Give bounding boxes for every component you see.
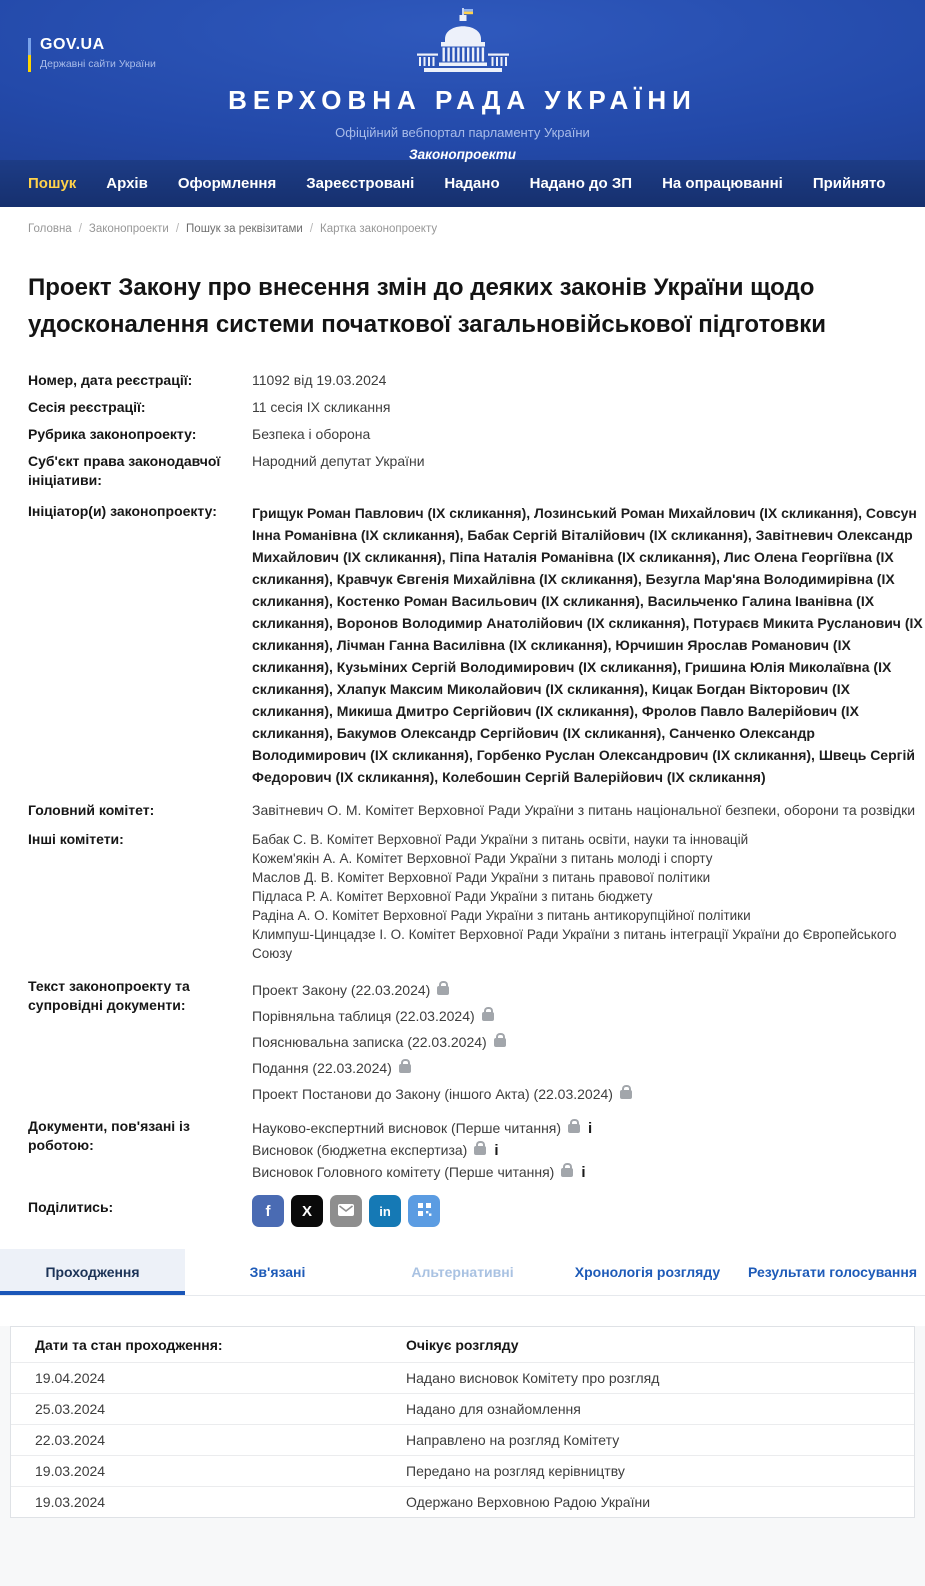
breadcrumb (0, 207, 925, 235)
share-email-button[interactable] (330, 1195, 362, 1227)
share-x-button[interactable]: X (291, 1195, 323, 1227)
lock-icon (399, 1064, 411, 1073)
session-label: Сесія реєстрації: (28, 399, 146, 415)
nav-item-zareiestrovani[interactable]: Зареєстровані (306, 175, 415, 192)
committee-item: Маслов Д. В. Комітет Верховної Ради України з питань правової політики (252, 870, 711, 885)
committee-item: Климпуш-Цинцадзе І. О. Комітет Верховної Ради України з питань інтеграції України до Європейського Союзу (252, 927, 897, 961)
committee-item: Підласа Р. А. Комітет Верховної Ради України з питань бюджету (252, 889, 653, 904)
document-link[interactable]: Подання (22.03.2024) (252, 1059, 392, 1076)
main-nav (0, 160, 925, 207)
table-row (11, 1486, 914, 1517)
breadcrumb-current: Картка законопроекту (320, 223, 438, 235)
row-status: Передано на розгляд керівництву (406, 1463, 625, 1479)
info-icon[interactable]: i (494, 1141, 499, 1159)
subject-label: Суб'єкт права законодавчої ініціативи: (28, 453, 221, 488)
main-committee-value: Завітневич О. М. Комітет Верховної Ради України з питань національної безпеки, оборони та розвідки (252, 802, 916, 818)
bill-tabs (0, 1249, 925, 1296)
session-value: 11 сесія IX скликання (252, 399, 391, 415)
nav-item-oformlennia[interactable]: Оформлення (177, 175, 277, 192)
breadcrumb-search[interactable]: Пошук за реквізитами (186, 223, 303, 235)
info-icon[interactable]: i (588, 1119, 593, 1137)
number-value: 11092 від 19.03.2024 (252, 372, 387, 388)
detail-row-initiators (28, 502, 925, 788)
initiators-label: Ініціатор(и) законопроекту: (28, 503, 217, 519)
table-row (11, 1455, 914, 1486)
detail-row-subject (28, 452, 925, 490)
share-facebook-button[interactable]: f (252, 1195, 284, 1227)
related-doc-link[interactable]: Висновок (бюджетна експертиза) (252, 1141, 468, 1158)
detail-row-other-committees (28, 830, 925, 963)
detail-row-main-committee (28, 801, 925, 820)
documents-label: Текст законопроекту та супровідні документи: (28, 978, 190, 1013)
lock-icon (474, 1146, 486, 1155)
detail-row-documents (28, 977, 925, 1107)
lock-icon (482, 1012, 494, 1021)
tab-rezultaty[interactable]: Результати голосування (747, 1264, 918, 1280)
row-status: Одержано Верховною Радою України (406, 1494, 651, 1510)
col-header-status: Очікує розгляду (406, 1337, 519, 1353)
main-committee-label: Головний комітет: (28, 802, 155, 818)
table-row (11, 1362, 914, 1393)
site-header (0, 0, 925, 160)
col-header-dates: Дати та стан проходження: (35, 1337, 223, 1353)
tab-prokhodzhennia[interactable]: Проходження (0, 1249, 185, 1295)
bill-details (28, 371, 925, 1183)
nav-item-arkhiv[interactable]: Архів (106, 175, 148, 192)
row-status: Надано висновок Комітету про розгляд (406, 1370, 660, 1386)
nav-item-na-opratsiuvanni[interactable]: На опрацюванні (662, 175, 783, 192)
share-qr-button[interactable] (408, 1195, 440, 1227)
number-label: Номер, дата реєстрації: (28, 372, 193, 388)
committee-item: Радіна А. О. Комітет Верховної Ради України з питань антикорупційної політики (252, 908, 751, 923)
subject-value: Народний депутат України (252, 453, 425, 469)
row-date: 22.03.2024 (35, 1432, 106, 1448)
related-docs-label: Документи, пов'язані із роботою: (28, 1118, 190, 1153)
initiators-value: Грищук Роман Павлович (IX скликання), Лозинський Роман Михайлович (IX скликання), Совсун Інна Романівна (IX скликання), Бабак Сергій Віталійович (IX скликання), Завітневич Олександр Михайлович (IX скликання), Піпа Наталія Романівна (IX скликання), Лис Олена Георгіївна (IX скликання), Кравчук Євгенія Михайлівна (IX скликання), Безугла Мар'яна Володимирівна (IX скликання), Костенко Роман Васильович (IX скликання), Васильченко Галина Іванівна (IX скликання), Воронов Володимир Анатолійович (IX скликання), Потураєв Микита Русланович (IX скликання), Лічман Ганна Василівна (IX скликання), Юрчишин Ярослав Романович (IX скликання), Кузьміних Сергій Володимирович (IX скликання), Гришина Юлія Миколаївна (IX скликання), Хлапук Максим Миколайович (IX скликання), Кицак Богдан Вікторович (IX скликання), Микиша Дмитро Сергійович (IX скликання), Фролов Павло Валерійович (IX скликання), Бакумов Олександр Сергійович (IX скликання), Санченко Олександр Володимирович (IX скликання), Горбенко Руслан Олександрович (IX скликання), Швець Сергій Федорович (IX скликання), Колебошин Сергій Валерійович (IX скликання) (252, 505, 923, 785)
site-subtitle: Офіційний вебпортал парламенту України (335, 125, 590, 140)
progress-table-header (11, 1327, 914, 1362)
envelope-icon (338, 1203, 354, 1220)
row-date: 19.04.2024 (35, 1370, 106, 1386)
detail-row-session (28, 398, 925, 417)
rubric-label: Рубрика законопроекту: (28, 426, 197, 442)
table-row (11, 1424, 914, 1455)
share-label: Поділитись: (28, 1199, 114, 1215)
committee-item: Бабак С. В. Комітет Верховної Ради України з питань освіти, науки та інновацій (252, 832, 749, 847)
page-title: Проект Закону про внесення змін до деяких законів України щодо удосконалення системи початкової загальновійськової підготовки (28, 274, 827, 338)
document-link[interactable]: Пояснювальна записка (22.03.2024) (252, 1033, 487, 1050)
detail-row-number (28, 371, 925, 390)
nav-item-nadano[interactable]: Надано (444, 175, 500, 192)
detail-row-related-docs (28, 1117, 925, 1183)
progress-section (0, 1326, 925, 1586)
tab-alternatyvni: Альтернативні (411, 1264, 514, 1280)
info-icon[interactable]: i (581, 1163, 586, 1181)
nav-item-pryiniato[interactable]: Прийнято (812, 175, 886, 192)
tab-zviazani[interactable]: Зв'язані (249, 1264, 306, 1280)
tab-khronolohiia[interactable]: Хронологія розгляду (574, 1264, 721, 1280)
row-date: 19.03.2024 (35, 1463, 106, 1479)
nav-item-poshuk[interactable]: Пошук (28, 175, 77, 192)
document-link[interactable]: Проект Постанови до Закону (іншого Акта) (22.03.2024) (252, 1085, 613, 1102)
govua-subtitle: Державні сайти України (40, 58, 156, 70)
parliament-building-icon (388, 61, 538, 78)
row-status: Надано для ознайомлення (406, 1401, 581, 1417)
site-title: ВЕРХОВНА РАДА УКРАЇНИ (228, 85, 697, 115)
breadcrumb-separator: / (175, 223, 180, 235)
committee-item: Кожем'якін А. А. Комітет Верховної Ради України з питань молоді і спорту (252, 851, 713, 866)
govua-title: GOV.UA (40, 36, 105, 53)
breadcrumb-separator: / (309, 223, 314, 235)
share-linkedin-button[interactable]: in (369, 1195, 401, 1227)
rubric-value: Безпека і оборона (252, 426, 371, 442)
row-status: Направлено на розгляд Комітету (406, 1432, 620, 1448)
breadcrumb-home[interactable]: Головна (28, 223, 72, 235)
progress-table (10, 1326, 915, 1518)
table-row (11, 1393, 914, 1424)
lock-icon (620, 1090, 632, 1099)
related-doc-link[interactable]: Висновок Головного комітету (Перше читання) (252, 1163, 555, 1180)
lock-icon (561, 1168, 573, 1177)
document-link[interactable]: Проект Закону (22.03.2024) (252, 981, 431, 998)
qr-code-icon (417, 1202, 432, 1221)
breadcrumb-separator: / (78, 223, 82, 235)
lock-icon (437, 986, 449, 995)
row-date: 19.03.2024 (35, 1494, 106, 1510)
row-date: 25.03.2024 (35, 1401, 106, 1417)
other-committees-label: Інші комітети: (28, 831, 124, 847)
detail-row-rubric (28, 425, 925, 444)
related-doc-link[interactable]: Науково-експертний висновок (Перше читання) (252, 1119, 562, 1136)
share-section (28, 1199, 925, 1227)
lock-icon (568, 1124, 580, 1133)
site-section-label: Законопроекти (408, 147, 516, 162)
lock-icon (494, 1038, 506, 1047)
nav-item-nadano-do-zp[interactable]: Надано до ЗП (529, 175, 633, 192)
document-link[interactable]: Порівняльна таблиця (22.03.2024) (252, 1007, 475, 1024)
breadcrumb-bills[interactable]: Законопроекти (88, 223, 169, 235)
